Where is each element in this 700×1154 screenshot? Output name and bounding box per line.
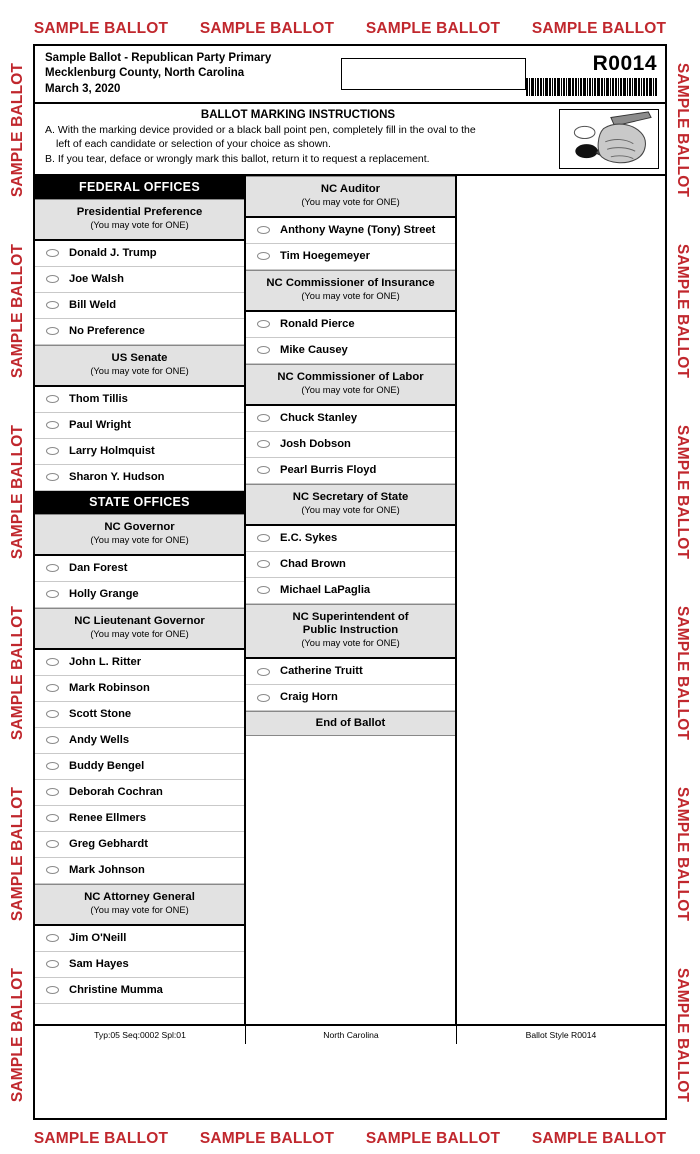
contest-header [35, 884, 244, 926]
candidate-row[interactable] [35, 832, 244, 858]
candidate-row[interactable] [246, 312, 455, 338]
vote-oval-icon[interactable] [46, 762, 59, 770]
candidate-name: Mike Causey [280, 343, 348, 356]
watermark-row-bottom [0, 1128, 700, 1150]
candidate-row[interactable] [35, 754, 244, 780]
candidate-name: No Preference [69, 325, 145, 337]
contest-title: NC Governor [104, 520, 175, 533]
instructions-title: BALLOT MARKING INSTRUCTIONS [200, 109, 396, 121]
candidate-name: Michael LaPaglia [280, 583, 371, 596]
candidate-name: Renee Ellmers [69, 811, 147, 824]
candidate-row[interactable] [35, 926, 244, 952]
candidate-row[interactable] [246, 218, 455, 244]
candidate-row[interactable] [35, 439, 244, 465]
candidate-row[interactable] [35, 319, 244, 345]
vote-oval-icon[interactable] [46, 866, 59, 874]
watermark-text: SAMPLE BALLOT [365, 1130, 501, 1147]
vote-oval-icon[interactable] [46, 447, 59, 455]
candidate-row[interactable] [35, 465, 244, 491]
candidate-row[interactable] [35, 952, 244, 978]
vote-oval-icon[interactable] [46, 960, 59, 968]
contest-header [35, 608, 244, 650]
barcode-icon [526, 78, 657, 96]
candidate-name: John L. Ritter [69, 655, 142, 668]
vote-oval-icon[interactable] [46, 934, 59, 942]
contest-vote-rule: (You may vote for ONE) [301, 291, 400, 302]
column-middle [246, 176, 457, 1024]
candidate-row[interactable] [246, 458, 455, 484]
ballot-title-line3: March 3, 2020 [45, 82, 121, 95]
candidate-name: Craig Horn [280, 691, 338, 704]
contest-vote-rule: (You may vote for ONE) [301, 638, 400, 649]
candidate-name: Larry Holmquist [69, 444, 155, 457]
vote-oval-icon[interactable] [46, 658, 59, 666]
ballot-code-group [526, 52, 665, 96]
contest-vote-rule: (You may vote for ONE) [90, 220, 189, 231]
vote-oval-icon[interactable] [46, 301, 59, 309]
ballot-title-line2: Mecklenburg County, North Carolina [45, 67, 245, 80]
watermark-text: SAMPLE BALLOT [9, 244, 26, 379]
ballot-instructions [35, 104, 665, 176]
candidate-name: Sharon Y. Hudson [69, 470, 165, 483]
hand-marking-oval-icon [559, 109, 659, 169]
watermark-text: SAMPLE BALLOT [674, 786, 691, 921]
candidate-name: Josh Dobson [280, 437, 351, 450]
vote-oval-icon[interactable] [46, 327, 59, 335]
instructions-line-a: A. With the marking device provided or a black ball point pen, completely fill in the oval to the [45, 124, 476, 136]
vote-oval-icon[interactable] [46, 986, 59, 994]
contest-title: NC Commissioner of Insurance [266, 276, 435, 289]
candidate-row[interactable] [246, 552, 455, 578]
candidate-name: Sam Hayes [69, 957, 129, 970]
contest-header [35, 199, 244, 241]
ballot-title-line1: Sample Ballot - Republican Party Primary [45, 52, 272, 65]
vote-oval-icon[interactable] [257, 252, 270, 260]
candidate-row[interactable] [35, 387, 244, 413]
candidate-row[interactable] [35, 413, 244, 439]
contest-header [35, 514, 244, 556]
watermark-column-left [2, 40, 34, 1125]
watermark-text: SAMPLE BALLOT [199, 20, 335, 37]
candidate-row[interactable] [246, 659, 455, 685]
watermark-text: SAMPLE BALLOT [674, 63, 691, 198]
watermark-row-top [0, 18, 700, 40]
vote-oval-icon[interactable] [46, 395, 59, 403]
candidate-name: Scott Stone [69, 707, 132, 720]
candidate-name: Mark Johnson [69, 863, 145, 876]
instructions-text [35, 104, 559, 174]
watermark-text: SAMPLE BALLOT [365, 20, 501, 37]
watermark-text: SAMPLE BALLOT [674, 605, 691, 741]
vote-oval-icon[interactable] [257, 560, 270, 568]
vote-oval-icon[interactable] [257, 668, 270, 676]
candidate-name: Mark Robinson [69, 681, 150, 694]
vote-oval-icon[interactable] [46, 814, 59, 822]
vote-oval-icon[interactable] [46, 421, 59, 429]
candidate-name: Dan Forest [69, 561, 128, 574]
candidate-row[interactable] [35, 702, 244, 728]
contest-header [246, 484, 455, 526]
candidate-name: Pearl Burris Floyd [280, 463, 377, 476]
contest-title: NC Lieutenant Governor [74, 614, 205, 627]
section-header: FEDERAL OFFICES [35, 176, 244, 199]
candidate-row[interactable] [35, 806, 244, 832]
candidate-row[interactable] [35, 676, 244, 702]
candidate-name: Joe Walsh [69, 273, 124, 285]
candidate-name: Andy Wells [69, 733, 130, 746]
candidate-row[interactable] [246, 338, 455, 364]
footer-ballot-style: Ballot Style R0014 [525, 1030, 597, 1040]
watermark-text: SAMPLE BALLOT [674, 244, 691, 379]
contest-vote-rule: (You may vote for ONE) [90, 905, 189, 916]
contest-title: NC Secretary of State [292, 490, 409, 503]
candidate-row[interactable] [35, 293, 244, 319]
ballot-footer [35, 1024, 665, 1044]
contest-header [35, 345, 244, 387]
watermark-text: SAMPLE BALLOT [9, 605, 26, 741]
candidate-name: Chad Brown [280, 557, 346, 570]
end-of-ballot-marker: End of Ballot [246, 711, 455, 736]
vote-oval-icon[interactable] [257, 534, 270, 542]
watermark-text: SAMPLE BALLOT [33, 20, 169, 37]
contest-title: NC Auditor [320, 183, 381, 195]
watermark-text: SAMPLE BALLOT [674, 424, 691, 560]
vote-oval-icon[interactable] [257, 694, 270, 702]
watermark-text: SAMPLE BALLOT [531, 20, 667, 37]
vote-oval-icon[interactable] [46, 275, 59, 283]
vote-oval-icon[interactable] [46, 710, 59, 718]
candidate-name: E.C. Sykes [280, 531, 338, 544]
candidate-row[interactable] [35, 728, 244, 754]
section-header: STATE OFFICES [35, 491, 244, 514]
watermark-text: SAMPLE BALLOT [9, 63, 26, 198]
candidate-row[interactable] [35, 978, 244, 1004]
vote-oval-icon[interactable] [46, 684, 59, 692]
contest-title: US Senate [111, 351, 168, 364]
ballot-style-code: R0014 [592, 52, 657, 75]
candidate-name: Holly Grange [69, 587, 139, 600]
watermark-text: SAMPLE BALLOT [674, 967, 691, 1102]
footer-sequence: Typ:05 Seq:0002 Spl:01 [35, 1026, 246, 1044]
contest-title: NC Attorney General [84, 890, 195, 903]
candidate-name: Christine Mumma [69, 983, 163, 996]
contest-vote-rule: (You may vote for ONE) [90, 366, 189, 377]
contest-vote-rule: (You may vote for ONE) [301, 197, 400, 208]
candidate-name: Ronald Pierce [280, 317, 355, 330]
footer-state: North Carolina [246, 1026, 457, 1044]
vote-oval-icon[interactable] [257, 466, 270, 474]
candidate-name: Donald J. Trump [69, 247, 157, 259]
contest-header [246, 604, 455, 659]
candidate-row[interactable] [35, 582, 244, 608]
contest-vote-rule: (You may vote for ONE) [301, 505, 400, 516]
instructions-line-b: B. If you tear, deface or wrongly mark this ballot, return it to request a replacement. [45, 152, 430, 165]
watermark-text: SAMPLE BALLOT [33, 1130, 169, 1147]
ballot-frame [33, 44, 667, 1120]
voter-write-in-box[interactable] [341, 58, 526, 90]
candidate-name: Jim O'Neill [69, 931, 127, 944]
contest-vote-rule: (You may vote for ONE) [301, 385, 400, 396]
watermark-text: SAMPLE BALLOT [9, 967, 26, 1102]
candidate-row[interactable] [246, 432, 455, 458]
candidate-row[interactable] [35, 267, 244, 293]
vote-oval-icon[interactable] [46, 736, 59, 744]
contest-title: Presidential Preference [76, 206, 203, 218]
candidate-row[interactable] [246, 578, 455, 604]
candidate-row[interactable] [35, 780, 244, 806]
candidate-name: Chuck Stanley [280, 411, 358, 424]
vote-oval-icon[interactable] [46, 249, 59, 257]
contest-header [246, 176, 455, 218]
ballot-title [45, 51, 335, 97]
contest-vote-rule: (You may vote for ONE) [90, 629, 189, 640]
watermark-column-right [666, 40, 698, 1125]
candidate-row[interactable] [35, 858, 244, 884]
candidate-name: Catherine Truitt [280, 665, 363, 678]
vote-oval-icon[interactable] [257, 320, 270, 328]
vote-oval-icon[interactable] [257, 586, 270, 594]
vote-oval-icon[interactable] [46, 590, 59, 598]
watermark-text: SAMPLE BALLOT [9, 786, 26, 921]
instructions-line-a-cont: left of each candidate or selection of your choice as shown. [56, 138, 331, 151]
candidate-name: Tim Hoegemeyer [280, 250, 370, 262]
vote-oval-icon[interactable] [46, 840, 59, 848]
candidate-name: Buddy Bengel [69, 759, 145, 772]
ballot-columns [35, 176, 665, 1024]
vote-oval-icon[interactable] [46, 564, 59, 572]
candidate-name: Greg Gebhardt [69, 837, 148, 850]
candidate-row[interactable] [246, 244, 455, 270]
candidate-row[interactable] [246, 526, 455, 552]
watermark-text: SAMPLE BALLOT [199, 1130, 335, 1147]
contest-title: NC Commissioner of Labor [277, 370, 424, 383]
vote-oval-icon[interactable] [257, 440, 270, 448]
candidate-name: Anthony Wayne (Tony) Street [280, 224, 436, 236]
watermark-text: SAMPLE BALLOT [9, 424, 26, 560]
ballot-header [35, 46, 665, 104]
candidate-name: Deborah Cochran [69, 785, 163, 798]
vote-oval-icon[interactable] [46, 473, 59, 481]
contest-title: NC Superintendent of Public Instruction [292, 610, 409, 637]
contest-header [246, 270, 455, 312]
candidate-row[interactable] [246, 685, 455, 711]
column-right [457, 176, 665, 1024]
contest-header [246, 364, 455, 406]
vote-oval-icon[interactable] [46, 788, 59, 796]
candidate-row[interactable] [246, 406, 455, 432]
vote-oval-icon[interactable] [257, 346, 270, 354]
vote-oval-icon[interactable] [257, 226, 270, 234]
candidate-row[interactable] [35, 556, 244, 582]
candidate-name: Thom Tillis [69, 392, 128, 405]
candidate-row[interactable] [35, 650, 244, 676]
contest-vote-rule: (You may vote for ONE) [90, 535, 189, 546]
watermark-text: SAMPLE BALLOT [531, 1130, 667, 1147]
vote-oval-icon[interactable] [257, 414, 270, 422]
column-left [35, 176, 246, 1024]
candidate-name: Bill Weld [69, 299, 117, 311]
candidate-row[interactable] [35, 241, 244, 267]
candidate-name: Paul Wright [69, 418, 131, 431]
